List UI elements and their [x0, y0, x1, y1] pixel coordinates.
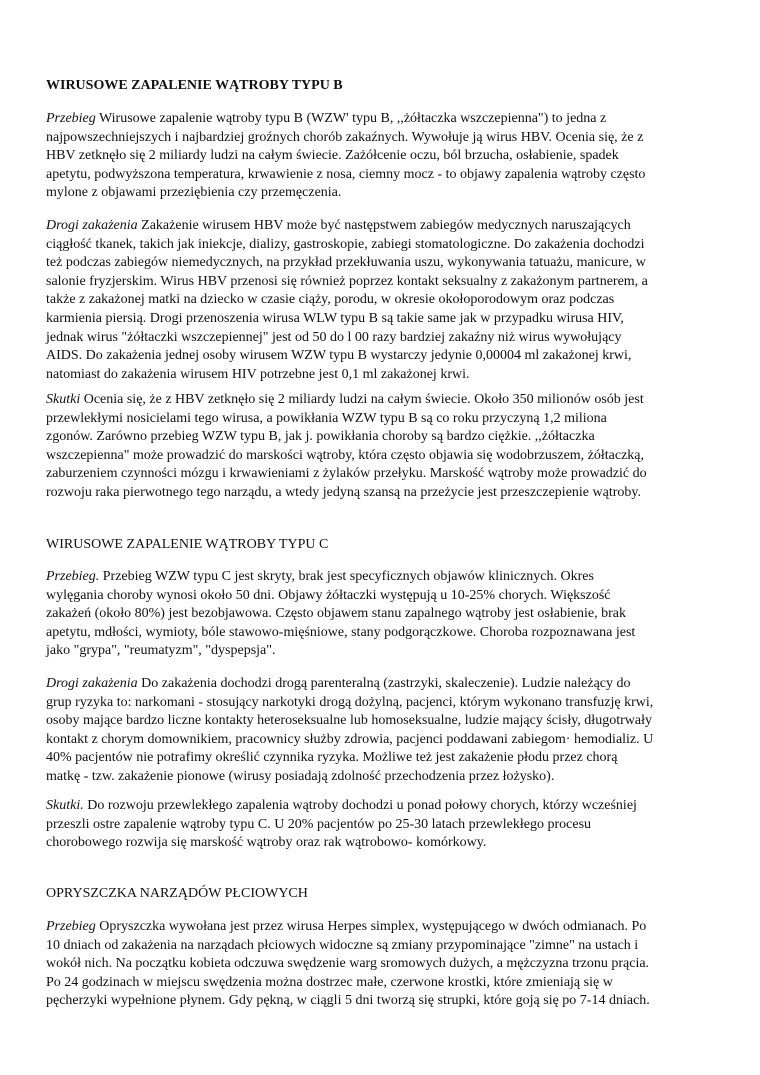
paragraph-line: osoby mające bardzo liczne kontakty heteroseksualne lub homoseksualne, ludzie mający ścisły, długotrwały: [46, 713, 652, 729]
paragraph-line: także z zakażonej matki na dziecko w czasie ciąży, porodu, w okresie okołoporodowym oraz podczas: [46, 292, 615, 308]
paragraph-line: mylone z objawami przeziębienia czy przemęczenia.: [46, 185, 342, 201]
paragraph-line: HBV zetknęło się 2 miliardy ludzi na całym świecie. Zażółcenie oczu, ból brzucha, osłabienie, spadek: [46, 148, 619, 164]
paragraph-line: apetytu, podwyższona temperatura, krwawienie z nosa, ciemny mocz - to objawy zapalenia wątroby często: [46, 166, 646, 182]
paragraph-line: matkę - tzw. zakażenie pionowe (wirusy posiadają zdolność przechodzenia przez łożysko).: [46, 768, 555, 784]
paragraph-line: 40% pacjentów nie potrafimy określić czynnika ryzyka. Możliwe też jest zakażenie płodu przez chorą: [46, 750, 618, 766]
paragraph-line: Przebieg Opryszczka wywołana jest przez wirusa Herpes simplex, występującego w dwóch odmianach. Po: [46, 919, 647, 934]
paragraph-line: grup ryzyka to: narkomani - stosujący narkotyki drogą dożylną, pacjenci, którym wykonano transfuzję krwi,: [46, 694, 654, 710]
paragraph-line: Skutki Ocenia się, że z HBV zetknęło się 2 miliardy ludzi na całym świecie. Około 350 milionów osób jest: [46, 392, 644, 407]
paragraph-hcv-course: [46, 568, 722, 661]
paragraph-line: przewlekłymi nosicielami tego wirusa, a powikłania WZW typu B są co roku przyczyną 1,2 miliona: [46, 410, 607, 426]
paragraph-line: Przebieg. Przebieg WZW typu C jest skryty, brak jest specyficznych objawów klinicznych. Okres: [46, 569, 594, 584]
paragraph-line: rozwoju raka pierwotnego tego narządu, a wtedy jedyną szansą na przeżycie jest przeszczepienie wątroby.: [46, 484, 641, 500]
paragraph-hcv-transmission: [46, 675, 722, 787]
paragraph-line: apetytu, mdłości, wymioty, bóle stawowo-mięśniowe, stany podgorączkowe. Choroba rozpoznawana jest: [46, 624, 636, 640]
paragraph-line: zgonów. Zarówno przebieg WZW typu B, jak j. powikłania choroby są bardzo ciężkie. ,,żółtaczka: [46, 429, 595, 445]
paragraph-line: Drogi zakażenia Do zakażenia dochodzi drogą parenteralną (zastrzyki, skaleczenie). Ludzie należący do: [46, 676, 631, 691]
paragraph-line: wszczepienna" może prowadzić do marskości wątroby, która często objawia się wodobrzuszem, żółtaczką,: [46, 447, 645, 463]
paragraph-line: karmienia piersią. Drogi przenoszenia wirusa WLW typu B są takie same jak w przypadku wirusa HIV,: [46, 310, 624, 326]
paragraph-line: Skutki. Do rozwoju przewlekłego zapalenia wątroby dochodzi u ponad połowy chorych, którzy wcześniej: [46, 798, 637, 813]
paragraph-line: najpowszechniejszych i najbardziej groźnych chorób zakaźnych. Wywołuje ją wirus HBV. Ocenia się, że z: [46, 129, 644, 145]
paragraph-line: jednak wirus "żółtaczki wszczepiennej" jest od 50 do l 00 razy bardziej zakaźny niż wirus wywołujący: [46, 329, 622, 345]
paragraph-line: wylęgania choroby wynosi około 50 dni. Objawy żółtaczki występują u 10-25% chorych. Większość: [46, 587, 611, 603]
paragraph-line: przeszli ostre zapalenie wątroby typu C. U 20% pacjentów po 25-30 latach przewlekłego procesu: [46, 816, 592, 832]
paragraph-line: salonie fryzjerskim. Wirus HBV przenosi się również poprzez kontakt seksualny z zakażonym partnerem, a: [46, 273, 648, 289]
paragraph-lead: Skutki: [46, 392, 81, 407]
paragraph-hbv-transmission: [46, 217, 722, 384]
paragraph-line: natomiast do zakażenia wirusem HIV potrzebne jest 0,1 ml zakażonej krwi.: [46, 366, 470, 382]
paragraph-line: też podczas zabiegów niemedycznych, na przykład przekłuwania uszu, wykonywania tatuażu, manicure, w: [46, 255, 646, 271]
paragraph-lead: Przebieg.: [46, 569, 100, 584]
paragraph-line: jako "grypa", "reumatyzm", "dyspepsja".: [46, 643, 276, 659]
paragraph-line: 10 dniach od zakażenia na narządach płciowych widoczne są zmiany przypominające "zimne" na ustach i: [46, 937, 639, 953]
paragraph-lead: Przebieg: [46, 919, 96, 934]
paragraph-line: kontakt z chorym domownikiem, pracownicy służby zdrowia, pacjenci poddawani zabiegom· hemodializ. U: [46, 731, 654, 747]
paragraph-lead: Drogi zakażenia: [46, 676, 138, 691]
section-title-herpes: OPRYSZCZKA NARZĄDÓW PŁCIOWYCH: [46, 886, 308, 901]
paragraph-line: Przebieg Wirusowe zapalenie wątroby typu B (WZW' typu B, ,,żółtaczka wszczepienna") to jedna z: [46, 111, 607, 126]
paragraph-line: wokół nich. Na początku kobieta odczuwa swędzenie warg sromowych dużych, a mężczyzna trzonu prącia.: [46, 956, 650, 972]
paragraph-line: chorobowego rozwija się marskość wątroby oraz rak wątrobowo- komórkowy.: [46, 835, 487, 851]
paragraph-line: ciągłość tkanek, takich jak iniekcje, dializy, gastroskopie, zabiegi stomatologiczne. Do zakażenia dochodzi: [46, 236, 645, 252]
paragraph-line: pęcherzyki wypełnione płynem. Gdy pękną, w ciągli 5 dni tworzą się strupki, które goją się po 7-14 dniach.: [46, 993, 650, 1009]
paragraph-line: AIDS. Do zakażenia jednej osoby wirusem WZW typu B wystarczy jedynie 0,00004 ml zakażonej krwi,: [46, 348, 632, 364]
paragraph-hbv-effects: [46, 391, 722, 503]
paragraph-line: zaburzeniem czynności mózgu i krwawieniami z żylaków przełyku. Marskość wątroby może prowadzić do: [46, 466, 647, 482]
section-title-hbv: WIRUSOWE ZAPALENIE WĄTROBY TYPU B: [46, 78, 343, 93]
paragraph-herpes-course: [46, 918, 722, 1011]
paragraph-lead: Przebieg: [46, 111, 96, 126]
paragraph-lead: Skutki.: [46, 798, 84, 813]
paragraph-line: zakażeń (około 80%) jest bezobjawowa. Często objawem stanu zapalnego wątroby jest osłabienie, brak: [46, 606, 627, 622]
section-title-hcv: WIRUSOWE ZAPALENIE WĄTROBY TYPU C: [46, 537, 329, 552]
paragraph-lead: Drogi zakażenia: [46, 218, 138, 233]
paragraph-line: Po 24 godzinach w miejscu swędzenia można dostrzec małe, czerwone krostki, które zmieniają się w: [46, 974, 613, 990]
paragraph-hcv-effects: [46, 797, 722, 853]
paragraph-hbv-course: [46, 110, 722, 203]
paragraph-line: Drogi zakażenia Zakażenie wirusem HBV może być następstwem zabiegów medycznych naruszających: [46, 218, 631, 233]
